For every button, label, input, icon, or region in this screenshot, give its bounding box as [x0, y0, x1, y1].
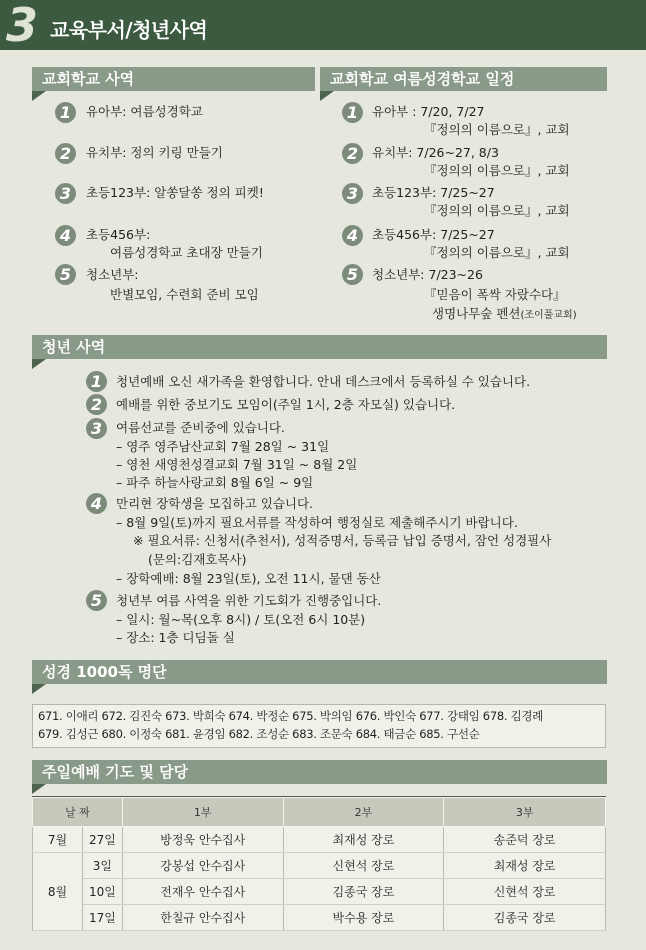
list-item: 유치부: 정의 키링 만들기 [86, 145, 223, 160]
list-item: 유아부: 여름성경학교 [86, 104, 203, 119]
number-badge: 2 [55, 143, 76, 164]
list-item-detail: 여름성경학교 초대장 만들기 [110, 245, 263, 260]
list-item: 청소년부: 7/23~26 [372, 267, 483, 282]
section-header-prayer-schedule: 주일예배 기도 및 담당 [32, 760, 607, 784]
day-cell: 17일 [82, 905, 122, 931]
list-item-detail: 『정의의 이름으로』, 교회 [424, 245, 570, 260]
table-row [33, 905, 606, 931]
list-item-detail: – 일시: 월~목(오후 8시) / 토(오전 6시 10분) [116, 612, 366, 627]
top-banner [0, 0, 646, 50]
service-2-cell: 최재성 장로 [283, 827, 444, 853]
list-item: 초등123부: 7/25~27 [372, 185, 495, 200]
venue-note: (조이풀교회) [520, 310, 577, 321]
list-item: 초등456부: [86, 227, 151, 242]
list-item-detail: 반별모임, 수련회 준비 모임 [110, 287, 259, 302]
list-item: 초등123부: 알쏭달쏭 정의 피켓! [86, 185, 264, 200]
number-badge: 5 [55, 264, 76, 285]
service-3-cell: 김종국 장로 [444, 905, 606, 931]
bible-reading-list [32, 704, 606, 748]
col-header-service-2: 2부 [283, 798, 444, 827]
service-1-cell: 한칠규 안수집사 [122, 905, 283, 931]
day-cell: 10일 [82, 879, 122, 905]
service-2-cell: 신현석 장로 [283, 853, 444, 879]
number-badge: 4 [86, 493, 107, 514]
section-header-vbs-schedule: 교회학교 여름성경학교 일정 [320, 67, 607, 91]
list-item-detail: 『정의의 이름으로』, 교회 [424, 163, 570, 178]
list-item: 만리현 장학생을 모집하고 있습니다. [116, 496, 314, 511]
month-cell: 7월 [33, 827, 83, 853]
list-item-detail: – 장학예배: 8월 23일(토), 오전 11시, 물댄 동산 [116, 571, 381, 586]
month-cell: 8월 [33, 853, 83, 931]
list-item: 초등456부: 7/25~27 [372, 227, 495, 242]
list-item-detail [432, 306, 577, 324]
number-badge: 5 [342, 264, 363, 285]
service-3-cell: 신현석 장로 [444, 879, 606, 905]
list-item-detail: – 파주 하늘사랑교회 8월 6일 ~ 9일 [116, 475, 314, 490]
service-3-cell: 송준덕 장로 [444, 827, 606, 853]
day-cell: 3일 [82, 853, 122, 879]
page-title: 교육부서/청년사역 [50, 18, 208, 42]
name-list-line: 679. 김성근 680. 이정숙 681. 윤경임 682. 조성순 683. 조문숙 684. 태금순 685. 구선순 [38, 727, 480, 741]
section-header-bible-reading: 성경 1000독 명단 [32, 660, 607, 684]
table-row [33, 853, 606, 879]
number-badge: 4 [342, 225, 363, 246]
day-cell: 27일 [82, 827, 122, 853]
number-badge: 1 [55, 102, 76, 123]
number-badge: 5 [86, 590, 107, 611]
col-header-service-3: 3부 [444, 798, 606, 827]
col-header-service-1: 1부 [122, 798, 283, 827]
number-badge: 2 [86, 394, 107, 415]
list-item-detail: 『믿음이 폭싹 자랐수다』 [424, 287, 566, 302]
service-2-cell: 김종국 장로 [283, 879, 444, 905]
number-badge: 3 [86, 418, 107, 439]
list-item: 청년부 여름 사역을 위한 기도회가 진행중입니다. [116, 593, 382, 608]
section-header-youth-ministry: 청년 사역 [32, 335, 607, 359]
number-badge: 3 [342, 183, 363, 204]
table-row [33, 827, 606, 853]
venue-name: 생명나무숲 펜션 [432, 306, 521, 321]
service-1-cell: 방정욱 안수집사 [122, 827, 283, 853]
list-item-detail: – 8월 9일(토)까지 필요서류를 작성하여 행정실로 제출해주시기 바랍니다. [116, 515, 518, 530]
name-list-line: 671. 이애리 672. 김진숙 673. 박희숙 674. 박정순 675. 박의임 676. 박인숙 677. 강태임 678. 김경례 [38, 709, 543, 723]
list-item-detail: – 장소: 1층 디딤돌 실 [116, 630, 235, 645]
number-badge: 4 [55, 225, 76, 246]
number-badge: 1 [342, 102, 363, 123]
service-3-cell: 최재성 장로 [444, 853, 606, 879]
list-item: 예배를 위한 중보기도 모임이(주일 1시, 2층 자모실) 있습니다. [116, 397, 456, 412]
service-1-cell: 강봉섭 안수집사 [122, 853, 283, 879]
col-header-date: 날 짜 [33, 798, 123, 827]
list-item: 청년예배 오신 새가족을 환영합니다. 안내 데스크에서 등록하실 수 있습니다. [116, 374, 531, 389]
number-badge: 1 [86, 371, 107, 392]
list-item-detail: – 영주 영주남산교회 7월 28일 ~ 31일 [116, 439, 330, 454]
list-item-note: (문의:김재호목사) [148, 552, 247, 567]
number-badge: 2 [342, 143, 363, 164]
list-item: 유치부: 7/26~27, 8/3 [372, 145, 499, 160]
section-number: 3 [6, 0, 39, 52]
prayer-schedule-table [32, 797, 606, 931]
list-item: 유아부 : 7/20, 7/27 [372, 104, 485, 119]
list-item-note: ※ 필요서류: 신청서(추천서), 성적증명서, 등록금 납입 증명서, 잠언 성경필사 [133, 533, 552, 548]
list-item: 여름선교를 준비중에 있습니다. [116, 420, 285, 435]
list-item-detail: 『정의의 이름으로』, 교회 [424, 122, 570, 137]
table-row [33, 879, 606, 905]
number-badge: 3 [55, 183, 76, 204]
list-item-detail: 『정의의 이름으로』, 교회 [424, 203, 570, 218]
list-item-detail: – 영천 새영천성결교회 7월 31일 ~ 8월 2일 [116, 457, 358, 472]
service-1-cell: 전재우 안수집사 [122, 879, 283, 905]
service-2-cell: 박수용 장로 [283, 905, 444, 931]
table-header-row [33, 798, 606, 827]
section-header-school-ministry: 교회학교 사역 [32, 67, 315, 91]
list-item: 청소년부: [86, 267, 139, 282]
